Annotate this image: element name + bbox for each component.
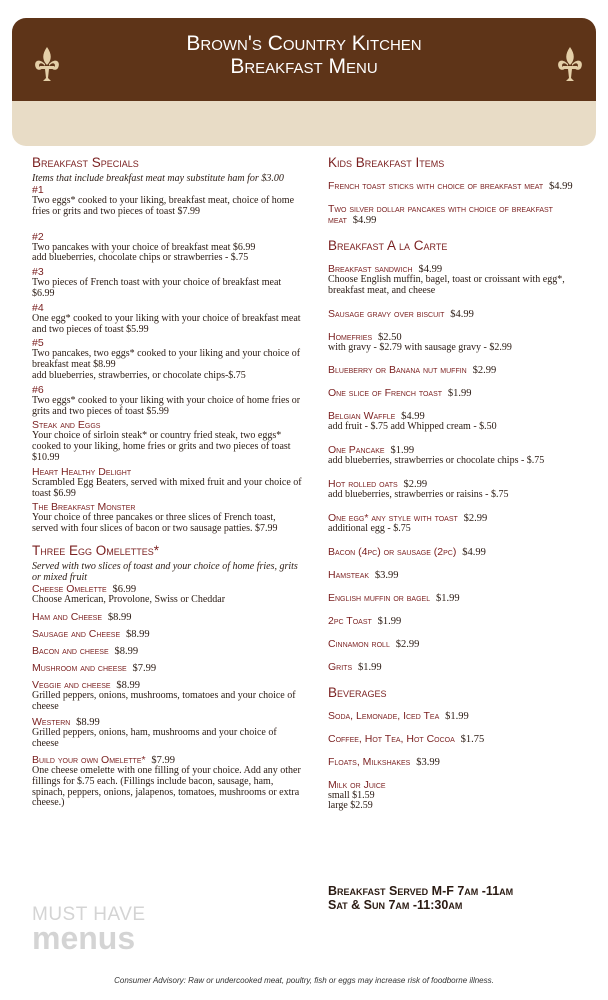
item-name: Cheese Omelette xyxy=(32,582,107,595)
consumer-advisory: Consumer Advisory: Raw or undercooked meat, poultry, fish or eggs may increase risk of foodborne illness. xyxy=(114,976,494,985)
item-name: One slice of French toast xyxy=(328,387,443,400)
hours xyxy=(328,884,590,912)
item-name: Two silver dollar pancakes with choice of breakfast meat xyxy=(328,203,553,226)
item-name: Sausage and Cheese xyxy=(32,627,121,640)
item-name: Build your own Omelette* xyxy=(32,753,146,766)
menu-item xyxy=(328,547,590,558)
menu-item xyxy=(328,365,590,376)
item-description: add blueberries, strawberries or raisins - $.75 xyxy=(328,488,509,500)
item-name: Bacon and cheese xyxy=(32,644,109,657)
menu-item xyxy=(328,780,590,813)
item-price: $8.99 xyxy=(114,645,139,657)
fleur-de-lis-icon xyxy=(555,45,585,83)
item-name: 2pc Toast xyxy=(328,614,372,627)
item-description: Two pancakes with your choice of breakfast meat $6.99 xyxy=(32,241,256,253)
section-title: Breakfast A la Carte xyxy=(328,238,448,253)
item-name: #3 xyxy=(32,266,44,279)
item-price: $3.99 xyxy=(374,569,399,581)
item-name: Milk or Juice xyxy=(328,778,386,791)
item-description: Two pieces of French toast with your choice of breakfast meat $6.99 xyxy=(32,277,282,299)
menu-item xyxy=(328,445,590,467)
item-description: add blueberries, strawberries or chocolate chips - $.75 xyxy=(328,455,545,467)
item-price: $8.99 xyxy=(125,628,150,640)
menu-item xyxy=(32,385,302,418)
menu-item xyxy=(328,662,590,673)
item-description: Two eggs* cooked to your liking with your choice of home fries or grits and two pieces of toast $5.99 xyxy=(32,394,301,417)
menu-item xyxy=(328,639,590,650)
item-description: Choose American, Provolone, Swiss or Cheddar xyxy=(32,593,226,605)
section-title: Kids Breakfast Items xyxy=(328,155,445,170)
item-price: $2.50 xyxy=(378,331,402,343)
section-title: Three Egg Omelettes* xyxy=(32,542,160,558)
item-description: Grilled peppers, onions, ham, mushrooms and your choice of cheese xyxy=(32,727,277,750)
item-name: Homefries xyxy=(328,330,373,343)
section-kids xyxy=(328,155,590,226)
item-description: add fruit - $.75 add Whipped cream - $.50 xyxy=(328,421,497,433)
item-name: #2 xyxy=(32,230,44,243)
item-description: Two pancakes, two eggs* cooked to your liking and your choice of breakfast meat $8.99 xyxy=(32,348,301,371)
menu-item xyxy=(32,467,302,500)
menu-item xyxy=(32,646,302,657)
item-description: with gravy - $2.79 with sausage gravy - $2.99 xyxy=(328,341,512,353)
item-name: One Pancake xyxy=(328,444,385,457)
menu-item xyxy=(328,616,590,627)
menu-item xyxy=(32,680,302,713)
item-price: $4.99 xyxy=(549,181,573,192)
item-price: $6.99 xyxy=(112,583,137,595)
item-description: large $2.59 xyxy=(328,800,373,812)
item-name: #1 xyxy=(32,184,44,196)
menu-item xyxy=(32,502,302,535)
item-price: $2.99 xyxy=(472,365,497,377)
item-name: English muffin or bagel xyxy=(328,591,431,604)
item-description: small $1.59 xyxy=(328,789,375,801)
section-specials xyxy=(32,155,302,535)
item-name: Heart Healthy Delight xyxy=(32,465,132,478)
menu-item xyxy=(32,303,302,336)
section-omelettes xyxy=(32,543,302,809)
item-description: add blueberries, chocolate chips or strawberries - $.75 xyxy=(32,252,249,264)
menu-item xyxy=(328,204,590,226)
item-name: Mushroom and cheese xyxy=(32,661,127,674)
item-description: Your choice of sirloin steak* or country fried steak, two eggs* cooked to your liking, home fries or grits and two pieces of toast $10.99 xyxy=(32,430,291,463)
item-name: Sausage gravy over biscuit xyxy=(328,307,445,320)
menu-title: Breakfast Menu xyxy=(230,55,378,78)
item-price: $4.99 xyxy=(352,215,377,226)
item-description: One cheese omelette with one filling of your choice. Add any other fillings for $.75 each. (Fillings include bacon, sausage, ham, spinach, peppers, onions, jalapenos, tomatoes, mushrooms or extra cheese.) xyxy=(32,764,301,809)
item-name: French toast sticks with choice of breakfast meat xyxy=(328,180,544,192)
item-name: Steak and Eggs xyxy=(32,419,101,432)
item-description: add blueberries, strawberries, or chocolate chips-$.75 xyxy=(32,369,246,381)
item-description: One egg* cooked to your liking with your choice of breakfast meat and two pieces of toast $5.99 xyxy=(32,312,301,335)
menu-item xyxy=(32,185,302,218)
menu-item xyxy=(32,420,302,463)
menu-item xyxy=(32,338,302,381)
item-price: $8.99 xyxy=(116,679,141,691)
menu-item xyxy=(328,181,590,192)
menu-item xyxy=(328,734,590,745)
item-name: Bacon (4pc) or sausage (2pc) xyxy=(328,545,457,558)
left-column xyxy=(32,155,302,809)
item-price: $4.99 xyxy=(450,308,474,320)
item-price: $7.99 xyxy=(151,754,176,766)
menu-item xyxy=(328,711,590,722)
menu-item xyxy=(328,570,590,581)
hours-weekend: Sat & Sun 7am -11:30am xyxy=(328,898,463,912)
section-title: Beverages xyxy=(328,684,387,700)
item-name: Grits xyxy=(328,660,353,673)
menu-item xyxy=(328,332,590,354)
item-price: $4.99 xyxy=(418,264,443,275)
menu-item xyxy=(328,513,590,535)
menu-item xyxy=(32,717,302,750)
item-description: Scrambled Egg Beaters, served with mixed fruit and your choice of toast $6.99 xyxy=(32,476,302,499)
item-price: $8.99 xyxy=(76,717,100,729)
item-name: Belgian Waffle xyxy=(328,410,396,423)
menu-item xyxy=(328,593,590,604)
section-beverages xyxy=(328,685,590,813)
item-price: $1.99 xyxy=(435,592,460,604)
menu-item xyxy=(328,411,590,433)
item-name: Breakfast sandwich xyxy=(328,263,413,275)
item-description: additional egg - $.75 xyxy=(328,522,411,534)
section-title: Breakfast Specials xyxy=(32,155,139,170)
item-description: Two eggs* cooked to your liking, breakfast meat, choice of home fries or grits and two pieces of toast $7.99 xyxy=(32,195,295,217)
item-price: $2.99 xyxy=(395,638,420,650)
menu-item xyxy=(32,232,302,265)
item-name: Floats, Milkshakes xyxy=(328,755,411,768)
item-price: $7.99 xyxy=(132,662,157,674)
item-price: $2.99 xyxy=(463,512,488,524)
item-name: One egg* any style with toast xyxy=(328,511,458,524)
item-price: $1.99 xyxy=(377,615,402,627)
section-note: Served with two slices of toast and your choice of home fries, grits or mixed fruit xyxy=(32,560,298,583)
item-name: Cinnamon roll xyxy=(328,637,390,650)
menu-item xyxy=(32,755,302,809)
item-price: $1.99 xyxy=(390,445,415,457)
logo-line-1: MUST HAVE xyxy=(32,904,146,925)
item-name: Veggie and cheese xyxy=(32,678,111,691)
menu-header xyxy=(12,18,596,101)
item-description: Your choice of three pancakes or three slices of French toast, served with four slices of bacon or two sausage patties. $7.99 xyxy=(32,512,278,535)
section-note: Items that include breakfast meat may substitute ham for $3.00 xyxy=(32,173,284,184)
item-name: Western xyxy=(32,716,71,729)
menu-item xyxy=(328,479,590,501)
item-price: $1.99 xyxy=(447,388,472,400)
menu-item xyxy=(328,757,590,768)
menu-item xyxy=(328,309,590,320)
menu-item xyxy=(328,388,590,399)
restaurant-name: Brown's Country Kitchen xyxy=(186,32,422,55)
item-name: The Breakfast Monster xyxy=(32,501,136,514)
section-a-la-carte xyxy=(328,238,590,673)
item-price: $1.99 xyxy=(357,661,382,673)
item-name: Hot rolled oats xyxy=(328,477,398,490)
header-band xyxy=(12,101,596,146)
item-name: Coffee, Hot Tea, Hot Cocoa xyxy=(328,732,455,745)
menu-item xyxy=(32,612,302,623)
item-price: $1.99 xyxy=(445,710,469,722)
menu-item xyxy=(32,629,302,640)
item-name: #6 xyxy=(32,383,44,396)
item-price: $3.99 xyxy=(416,756,440,768)
item-name: Hamsteak xyxy=(328,568,370,581)
hours-weekday: Breakfast Served M-F 7am -11am xyxy=(328,884,514,898)
item-price: $2.99 xyxy=(403,478,428,490)
menu-item xyxy=(32,663,302,674)
item-price: $4.99 xyxy=(401,411,425,423)
menu-item xyxy=(32,584,302,606)
menu-item xyxy=(328,264,590,297)
right-column xyxy=(328,155,590,812)
must-have-menus-logo xyxy=(32,904,146,956)
item-name: #4 xyxy=(32,301,44,314)
item-price: $1.75 xyxy=(460,733,485,745)
item-price: $8.99 xyxy=(107,611,132,623)
menu-item xyxy=(32,267,302,300)
item-name: Ham and Cheese xyxy=(32,610,103,623)
item-price: $4.99 xyxy=(462,546,486,558)
item-description: Grilled peppers, onions, mushrooms, tomatoes and your choice of cheese xyxy=(32,689,296,712)
item-name: Soda, Lemonade, Iced Tea xyxy=(328,709,440,722)
item-name: Blueberry or Banana nut muffin xyxy=(328,364,467,377)
item-name: #5 xyxy=(32,337,44,350)
item-description: Choose English muffin, bagel, toast or croissant with egg*, breakfast meat, and cheese xyxy=(328,274,565,296)
logo-line-2: menus xyxy=(32,920,136,956)
